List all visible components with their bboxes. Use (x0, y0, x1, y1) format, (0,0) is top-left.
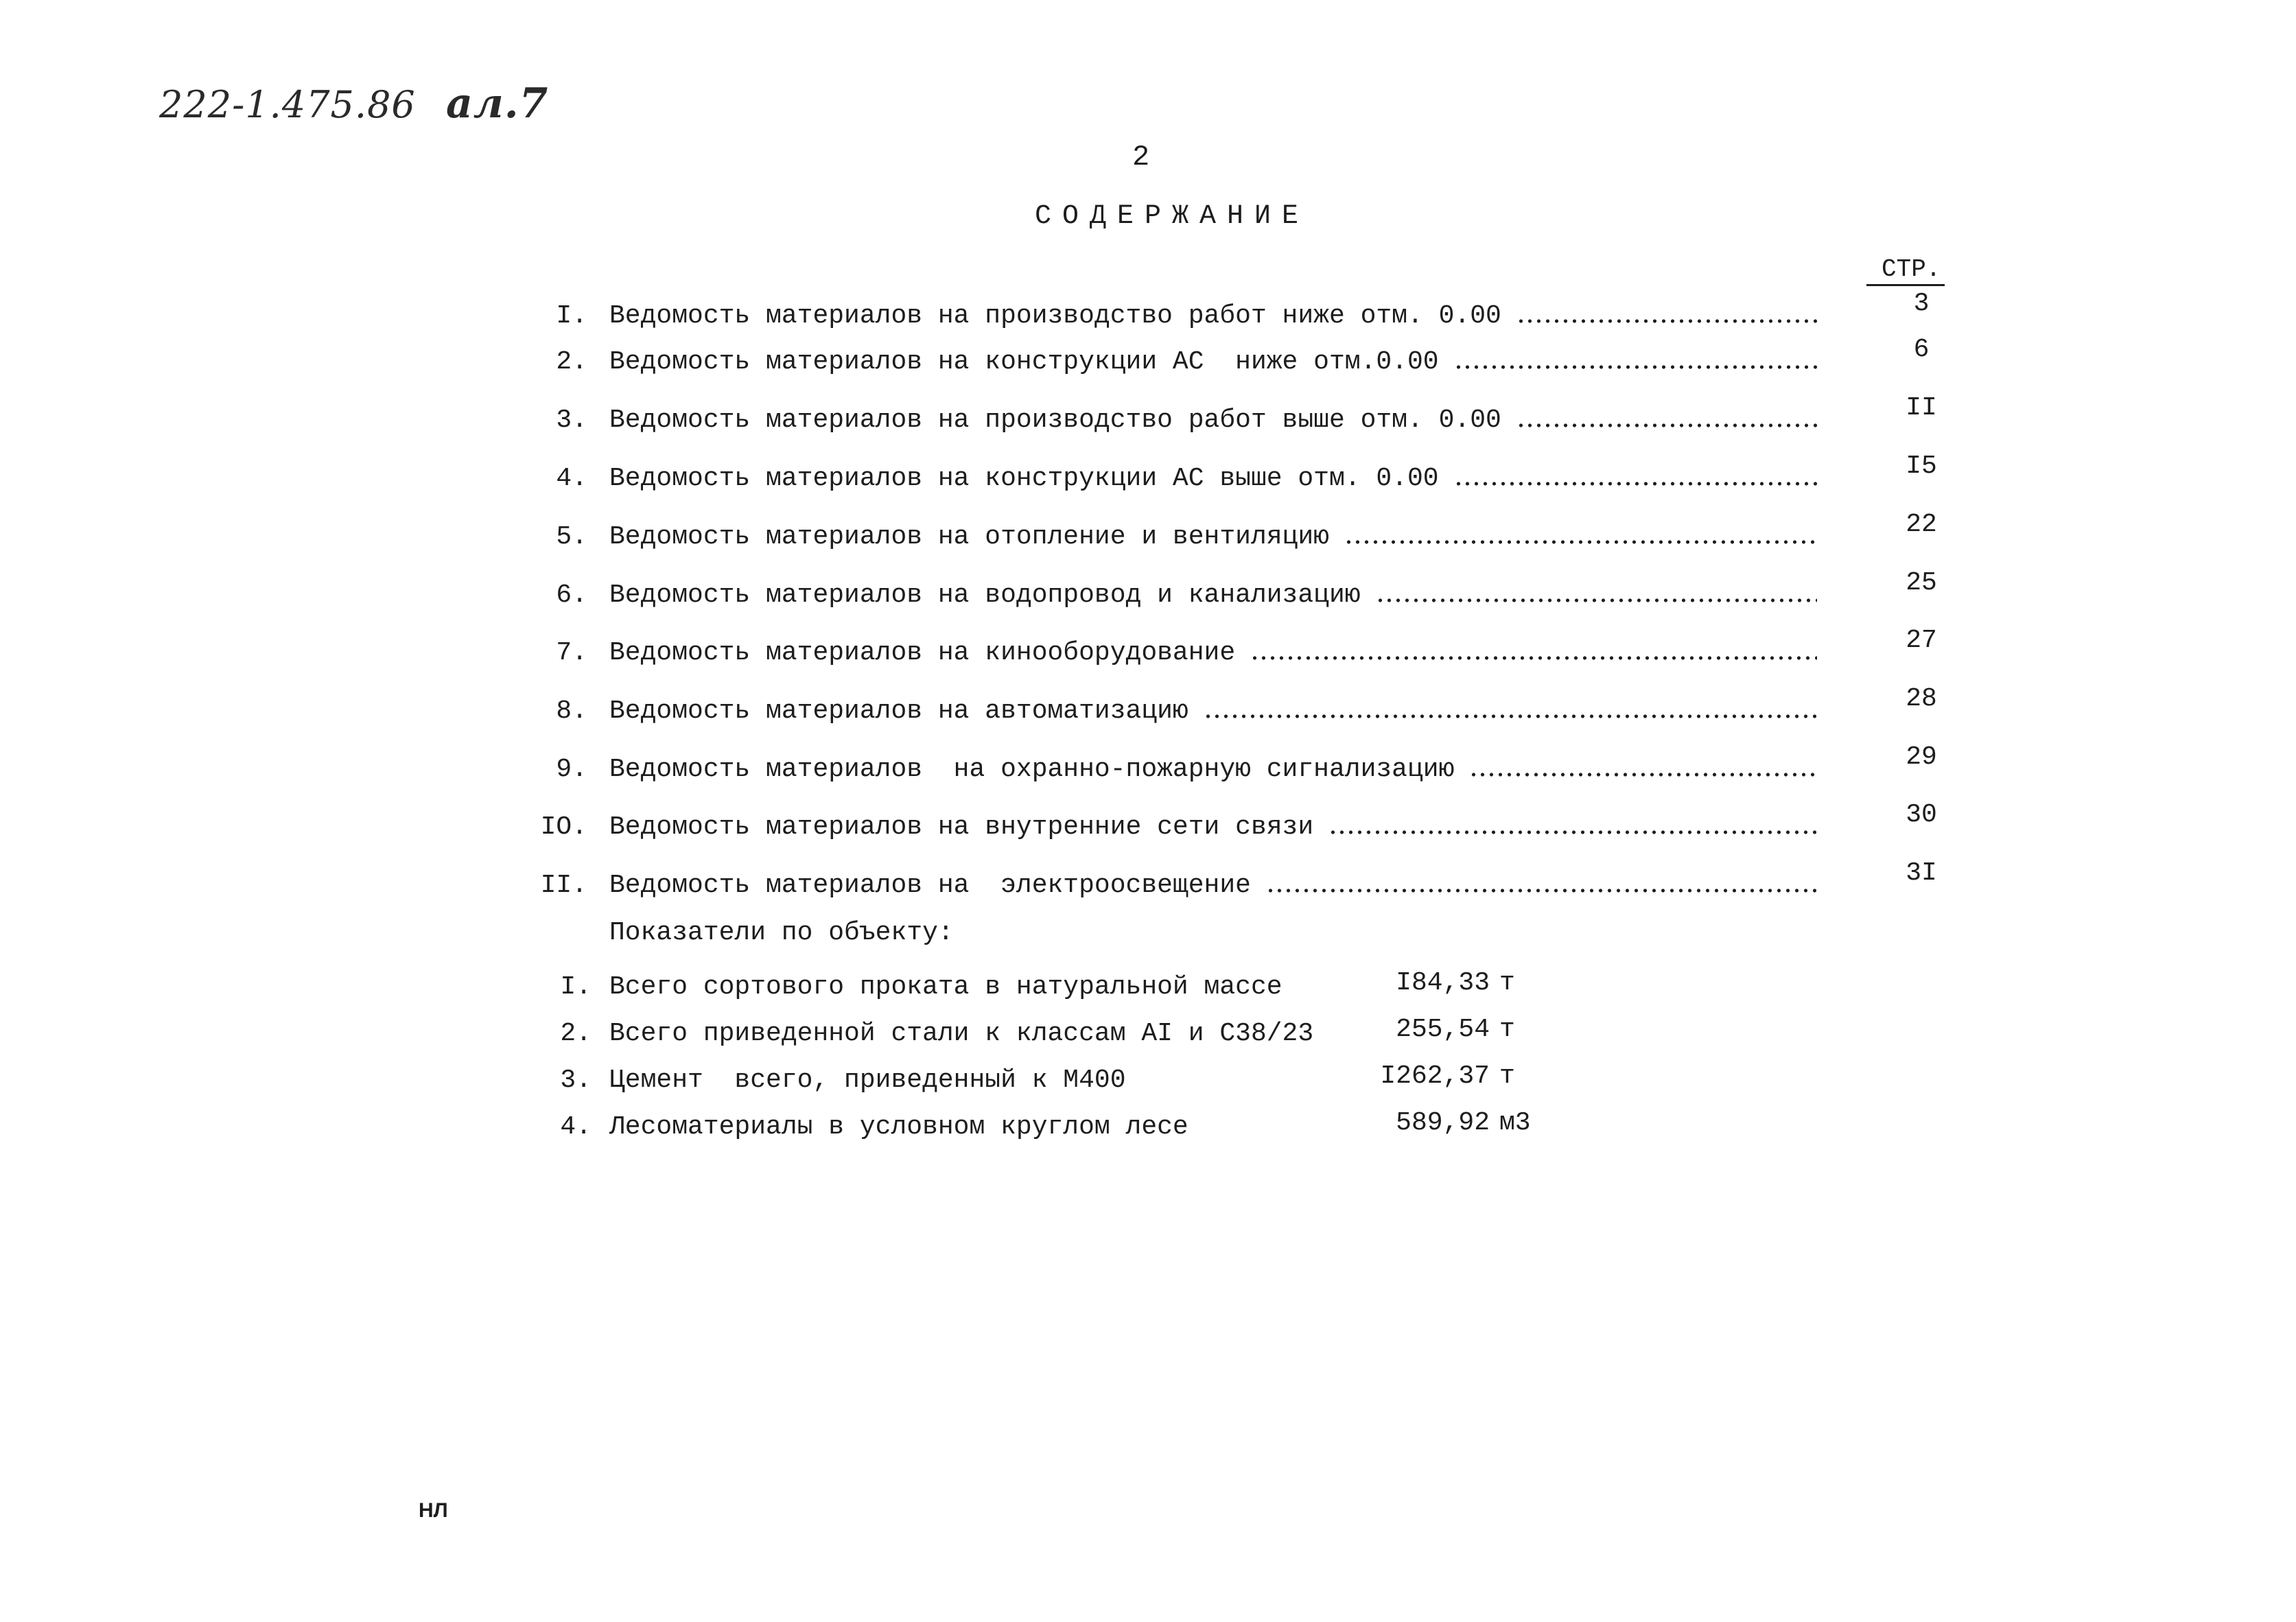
indicator-value: I262,37 (1380, 1061, 1490, 1091)
indicators-heading: Показатели по объекту: (609, 918, 954, 948)
indicator-value: 255,54 (1396, 1015, 1490, 1044)
toc-item-page: 25 (1906, 568, 1937, 598)
indicator-row (0, 1060, 2296, 1101)
page-number: 2 (1132, 141, 1150, 174)
toc-item (0, 510, 2296, 558)
dot-leader (1266, 889, 1817, 893)
toc-item-number: 6. (556, 580, 587, 610)
toc-item (0, 800, 2296, 848)
toc-item-label: Ведомость материалов на охранно-пожарную сигнализацию (609, 755, 1455, 784)
indicator-label: Цемент всего, приведенный к М400 (609, 1066, 1126, 1095)
toc-item-number: 9. (556, 755, 587, 784)
toc-item-label: Ведомость материалов на конструкции АС выше отм. 0.00 (609, 464, 1439, 493)
toc-item-page: 29 (1906, 742, 1937, 772)
toc-item-label: Ведомость материалов на водопровод и канализацию (609, 580, 1361, 610)
toc-item-number: 8. (556, 696, 587, 726)
indicator-number: 4. (560, 1112, 591, 1142)
toc-item-label: Ведомость материалов на кинооборудование (609, 638, 1236, 668)
toc-item-page: 28 (1906, 684, 1937, 714)
toc-item-label: Ведомость материалов на внутренние сети связи (609, 812, 1314, 842)
toc-item-page: 27 (1906, 626, 1937, 655)
page-title: СОДЕРЖАНИЕ (1035, 201, 1310, 232)
album-number: ал.7 (445, 80, 549, 128)
dot-leader (1204, 714, 1817, 718)
indicator-unit: т (1499, 968, 1515, 998)
toc-item (0, 626, 2296, 674)
toc-item-label: Ведомость материалов на отопление и вентиляцию (609, 522, 1329, 552)
dot-leader (1376, 598, 1817, 602)
toc-item-number: II. (540, 871, 587, 900)
indicator-row (0, 967, 2296, 1008)
dot-leader (1344, 540, 1817, 544)
handwritten-doc-code (159, 80, 548, 128)
footer-mark: НЛ (419, 1499, 448, 1522)
indicator-row (0, 1107, 2296, 1148)
indicator-label: Всего сортового проката в натуральной массе (609, 972, 1282, 1002)
indicator-number: 2. (560, 1019, 591, 1048)
doc-code: 222-1.475.86 (159, 83, 416, 126)
toc-item (0, 289, 2296, 337)
indicator-value: 589,92 (1396, 1108, 1490, 1138)
indicator-label: Всего приведенной стали к классам AI и С38/23 (609, 1019, 1314, 1048)
toc-item-number: 2. (556, 347, 587, 377)
indicator-number: 3. (560, 1066, 591, 1095)
toc-item-label: Ведомость материалов на электроосвещение (609, 871, 1251, 900)
toc-item-page: 3 (1913, 289, 1930, 318)
toc-item (0, 568, 2296, 616)
toc-item (0, 335, 2296, 383)
dot-leader (1328, 830, 1817, 834)
toc-item (0, 451, 2296, 499)
dot-leader (1454, 365, 1817, 369)
toc-item-number: 4. (556, 464, 587, 493)
toc-item-number: I. (556, 301, 587, 331)
toc-item-page: 3I (1906, 858, 1937, 888)
indicator-number: I. (560, 972, 591, 1002)
toc-item-page: 6 (1913, 335, 1930, 364)
indicator-value: I84,33 (1396, 968, 1490, 998)
toc-item-label: Ведомость материалов на производство работ выше отм. 0.00 (609, 406, 1501, 435)
indicator-label: Лесоматериалы в условном круглом лесе (609, 1112, 1188, 1142)
dot-leader (1250, 656, 1817, 660)
toc-item-label: Ведомость материалов на производство работ ниже отм. 0.00 (609, 301, 1501, 331)
toc-item (0, 858, 2296, 906)
indicator-row (0, 1013, 2296, 1055)
toc-item-page: I5 (1906, 451, 1937, 481)
toc-item-label: Ведомость материалов на автоматизацию (609, 696, 1188, 726)
dot-leader (1516, 423, 1817, 427)
toc-item-number: 3. (556, 406, 587, 435)
dot-leader (1469, 773, 1817, 777)
toc-item (0, 393, 2296, 441)
toc-item-number: 7. (556, 638, 587, 668)
toc-item-page: II (1906, 393, 1937, 423)
toc-item-page: 22 (1906, 510, 1937, 539)
dot-leader (1516, 319, 1817, 323)
indicator-unit: т (1499, 1015, 1515, 1044)
toc-item (0, 742, 2296, 790)
toc-item-page: 30 (1906, 800, 1937, 830)
indicator-unit: м3 (1499, 1108, 1531, 1138)
toc-item-label: Ведомость материалов на конструкции АС ниже отм.0.00 (609, 347, 1439, 377)
indicator-unit: т (1499, 1061, 1515, 1091)
page-column-label: СТР. (1866, 256, 1945, 286)
toc-item-number: IO. (540, 812, 587, 842)
dot-leader (1454, 482, 1817, 486)
toc-item (0, 684, 2296, 732)
toc-item-number: 5. (556, 522, 587, 552)
